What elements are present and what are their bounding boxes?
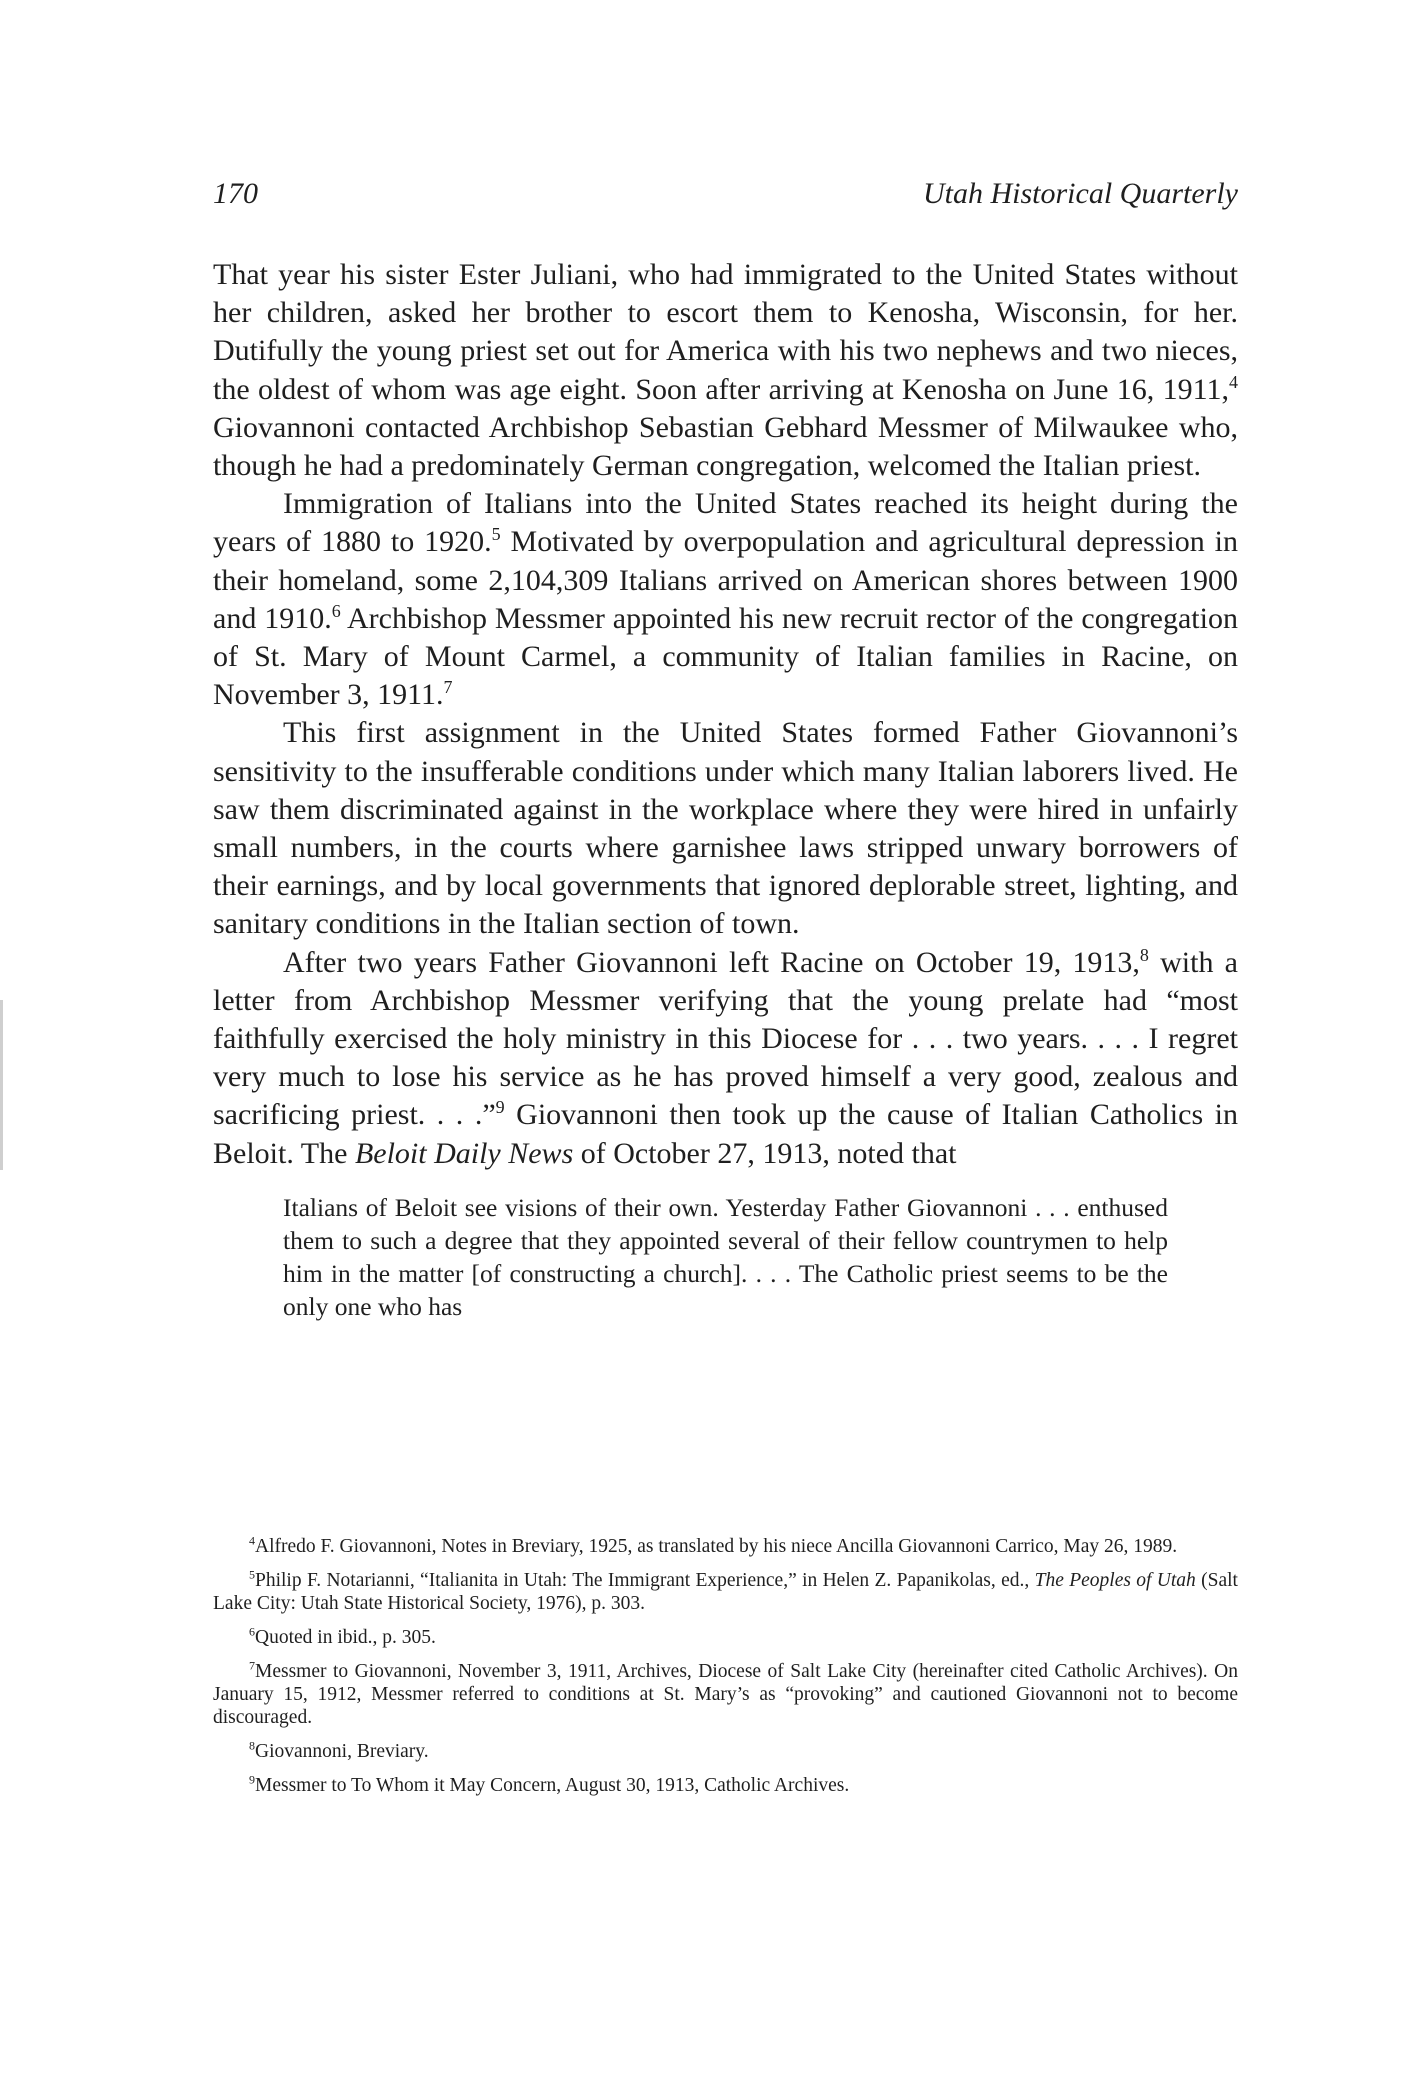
paragraph-2 [213,485,1238,714]
footnote-text: Philip F. Notarianni, “Italianita in Utah: The Immigrant Experience,” in Helen Z. Papanikolas, ed., [255,1570,1035,1591]
footnote-text: (Salt Lake City: Utah State Historical Society, 1976), p. 303. [213,1570,1238,1614]
footnote-9 [213,1774,1238,1797]
footnote-number: 4 [249,1533,255,1548]
page-number: 170 [213,177,258,210]
book-title: The Peoples of Utah [1034,1570,1196,1591]
text-run: of October 27, 1913, noted that [573,1136,957,1170]
newspaper-title: Beloit Daily News [354,1136,574,1170]
running-title: Utah Historical Quarterly [923,177,1238,210]
footnote-text: Alfredo F. Giovannoni, Notes in Breviary, 1925, as translated by his niece Ancilla Giovannoni Carrico, May 26, 1989. [255,1536,1178,1557]
text-run: This first assignment in the United States formed Father Giovannoni’s sensitivity to the insufferable conditions under which many Italian laborers lived. He saw them discriminated against in the workplace where they were hired in unfairly small numbers, in the courts where garnishee laws stripped unwary borrowers of their earnings, and by local governments that ignored deplorable street, lighting, and sanitary conditions in the Italian section of town. [213,716,1238,941]
text-run: Giovannoni contacted Archbishop Sebastian Gebhard Messmer of Milwaukee who, though he had a predominately German congregation, welcomed the Italian priest. [213,410,1238,483]
text-run: Immigration of Italians into the United States reached its height during the years of 1880 to 1920. [213,487,1238,559]
footnote-number: 8 [249,1738,255,1753]
text-run: with a letter from Archbishop Messmer verifying that the young prelate had “most faithfully exercised the holy ministry in this Diocese for . . . two years. . . . I regret very much to lose his service as he has proved himself a very good, zealous and sacrificing priest. . . .” [213,945,1238,1132]
page-header [213,172,1238,216]
footnote-number: 9 [249,1772,255,1787]
footnote-5 [213,1569,1238,1615]
block-quote: Italians of Beloit see visions of their own. Yesterday Father Giovannoni . . . enthused them to such a degree that they appointed several of their fellow countrymen to help him in the matter [of constructing a church]. . . . The Catholic priest seems to be the only one who has [283,1192,1168,1321]
paragraph-4 [213,944,1238,1173]
footnote-number: 6 [249,1624,255,1639]
footnote-ref-8: 8 [1139,944,1149,965]
paragraph-3 [213,714,1238,943]
footnote-4 [213,1535,1238,1558]
text-run: After two years Father Giovannoni left Racine on October 19, 1913, [283,945,1140,979]
footnote-text: Giovannoni, Breviary. [255,1741,429,1762]
footnote-ref-6: 6 [331,600,341,621]
footnote-ref-7: 7 [443,677,453,698]
scan-edge-mark [0,1000,3,1170]
footnote-text: Messmer to Giovannoni, November 3, 1911, Archives, Diocese of Salt Lake City (hereinafter cited Catholic Archives). On January 15, 1912, Messmer referred to conditions at St. Mary’s as “provoking” and cautioned Giovannoni not to become discouraged. [213,1661,1238,1728]
footnote-7 [213,1660,1238,1729]
footnote-8 [213,1740,1238,1763]
footnote-number: 5 [249,1567,255,1582]
footnotes [213,1535,1238,1808]
footnote-6 [213,1626,1238,1649]
footnote-text: Messmer to To Whom it May Concern, August 30, 1913, Catholic Archives. [255,1775,850,1796]
footnote-ref-9: 9 [495,1097,505,1118]
text-run: That year his sister Ester Juliani, who had immigrated to the United States without her children, asked her brother to escort them to Kenosha, Wisconsin, for her. Dutifully the young priest set out for America with his two nephews and two nieces, the oldest of whom was age eight. Soon after arriving at Kenosha on June 16, 1911, [213,258,1238,406]
text-run: Archbishop Messmer appointed his new recruit rector of the congregation of St. Mary of Mount Carmel, a community of Italian families in Racine, on November 3, 1911. [213,601,1238,712]
text-run: Motivated by overpopulation and agricultural depression in their homeland, some 2,104,309 Italians arrived on American shores between 1900 and 1910. [213,525,1238,635]
footnote-ref-4: 4 [1229,371,1238,392]
paragraph-1 [213,256,1238,485]
text-run: Giovannoni then took up the cause of Italian Catholics in Beloit. The [213,1098,1238,1170]
footnote-ref-5: 5 [491,524,501,545]
body-text [213,256,1238,1323]
footnote-number: 7 [249,1658,255,1673]
footnote-text: Quoted in ibid., p. 305. [255,1627,436,1648]
